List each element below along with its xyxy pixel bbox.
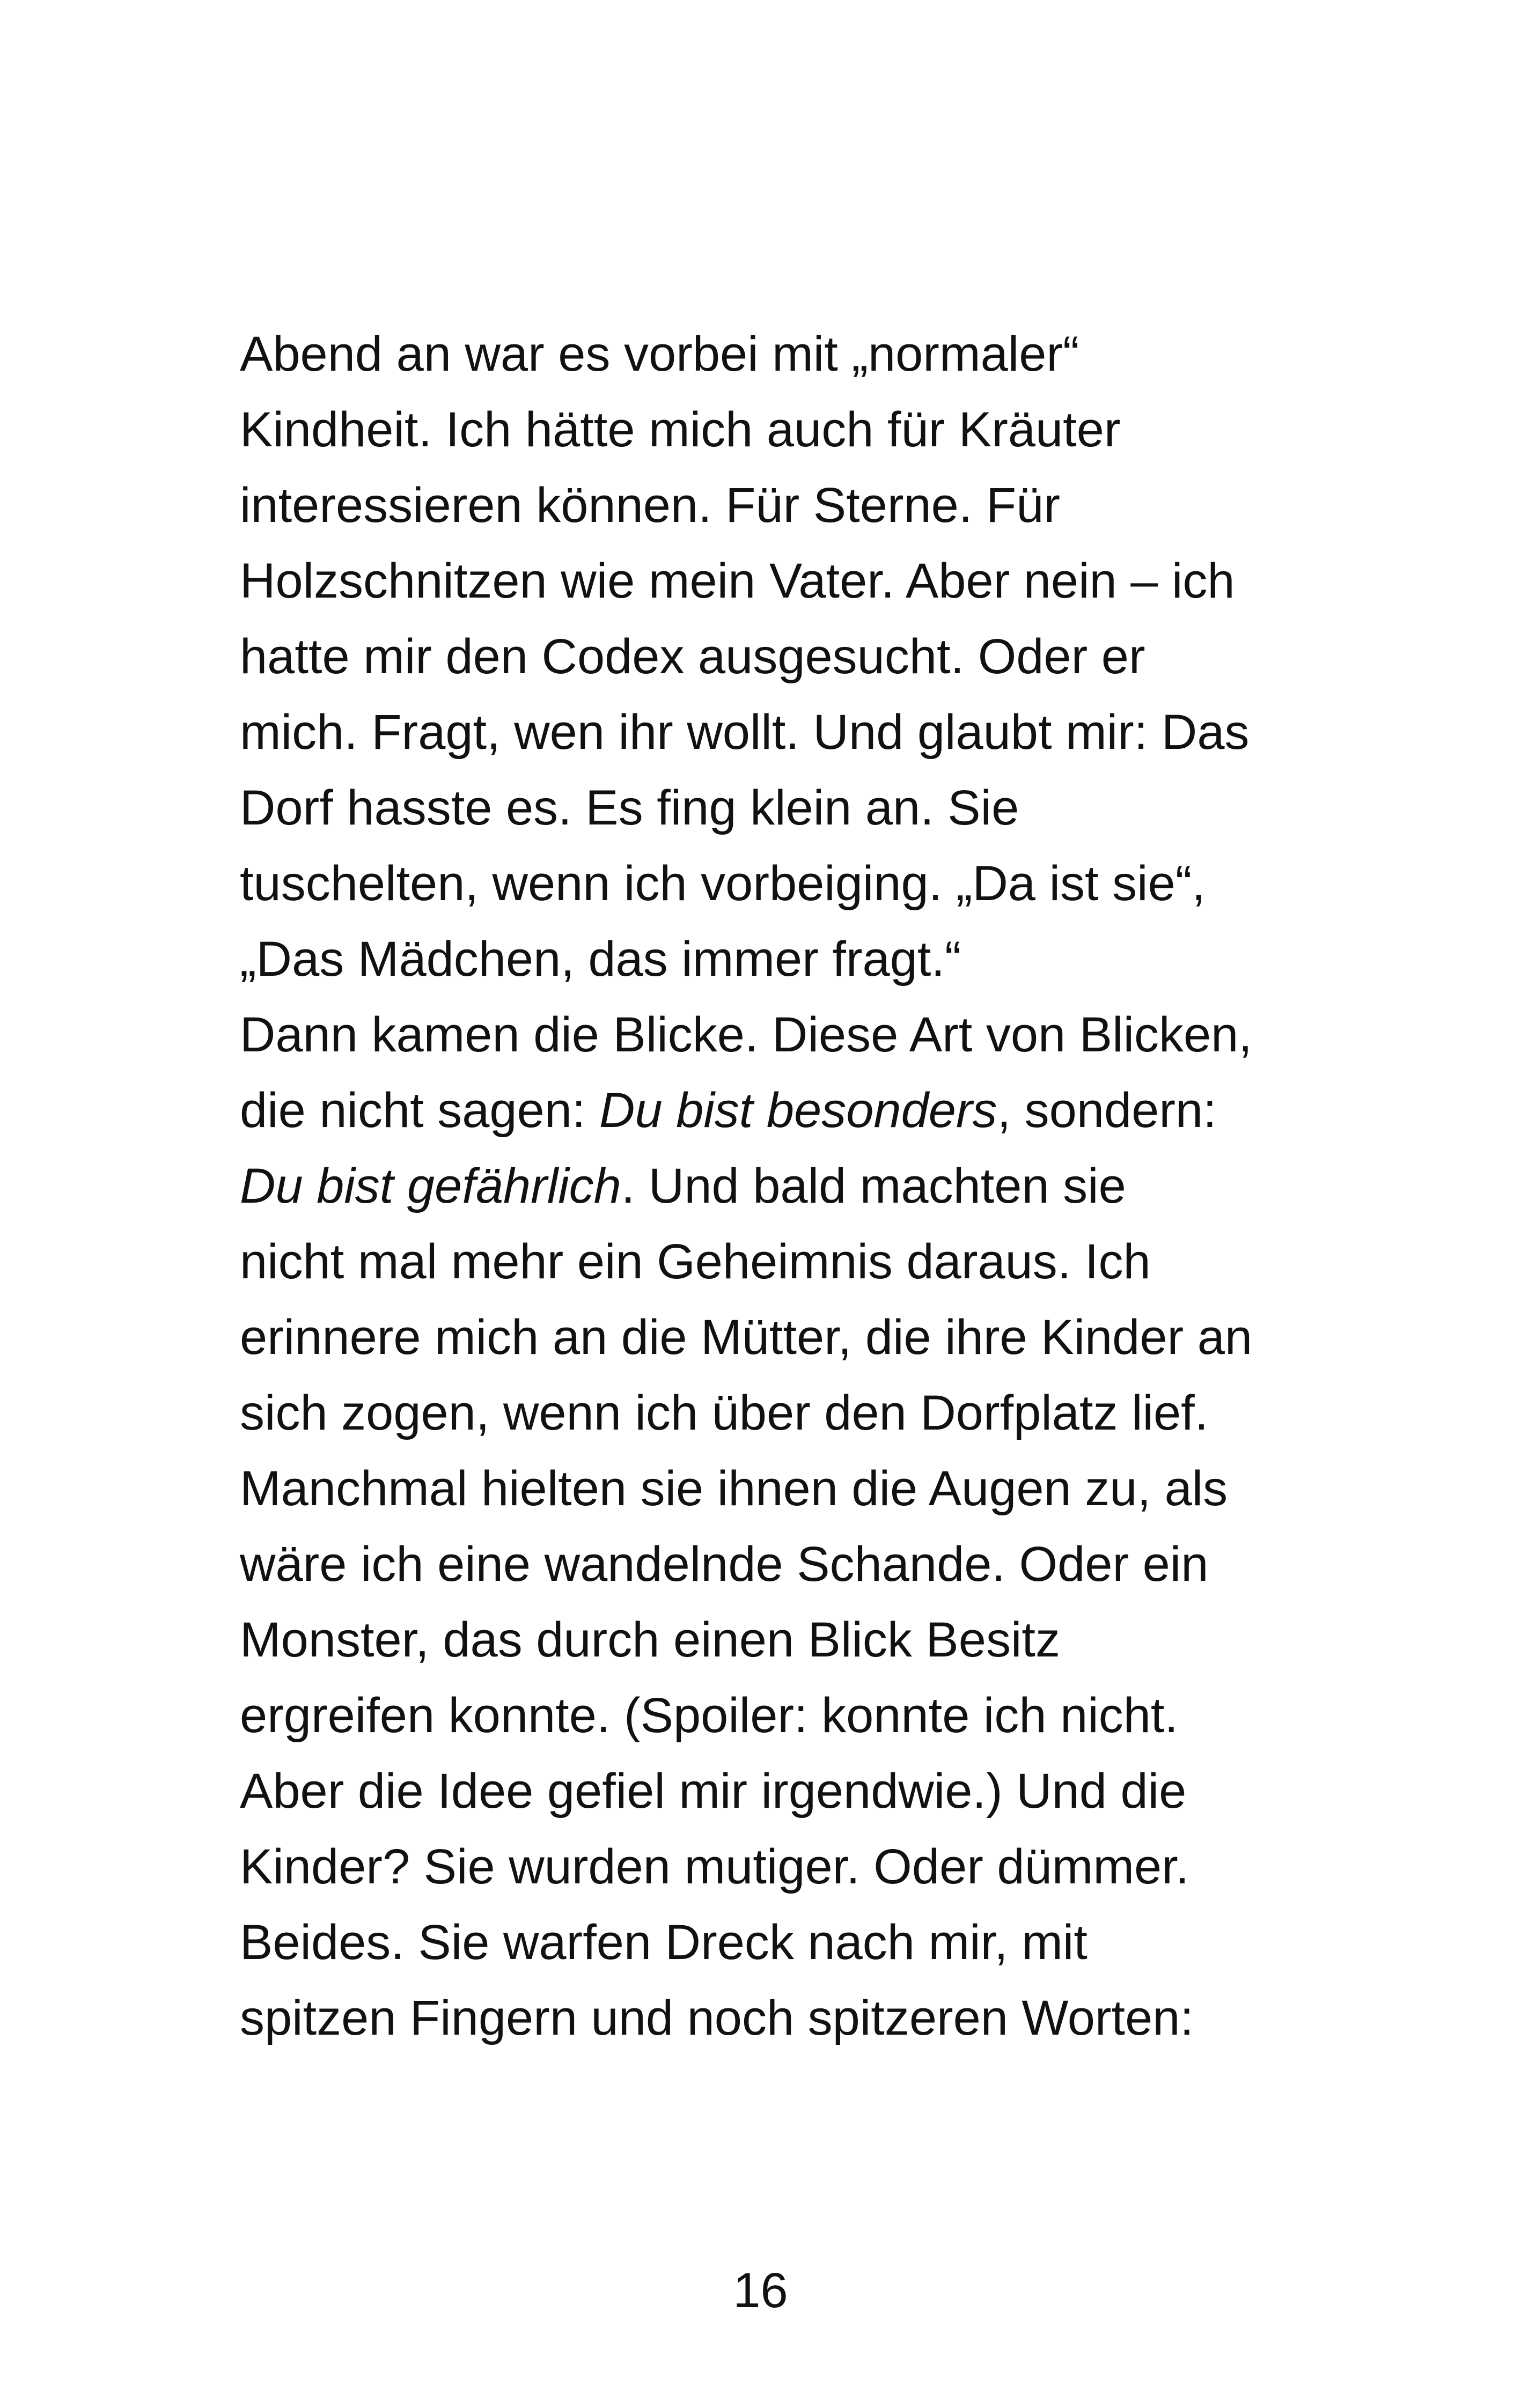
- text-run: Aber die Idee gefiel mir irgendwie.) Und die: [240, 1764, 1187, 1818]
- text-run: die nicht sagen:: [240, 1083, 600, 1138]
- text-line: [240, 1754, 1267, 1829]
- text-run: interessieren können. Für Sterne. Für: [240, 478, 1060, 533]
- text-line: [240, 1829, 1267, 1905]
- italic-text: Du bist gefährlich: [240, 1159, 621, 1213]
- text-line: [240, 846, 1267, 922]
- text-line: [240, 1375, 1267, 1451]
- text-line: [240, 997, 1267, 1073]
- text-line: [240, 695, 1267, 770]
- text-run: wäre ich eine wandelnde Schande. Oder ein: [240, 1537, 1209, 1592]
- text-run: mich. Fragt, wen ihr wollt. Und glaubt mir: Das: [240, 705, 1250, 760]
- text-line: [240, 1073, 1267, 1148]
- text-run: „Das Mädchen, das immer fragt.“: [240, 932, 961, 986]
- text-line: [240, 543, 1267, 619]
- text-line: [240, 1905, 1267, 1980]
- italic-text: Du bist besonders: [599, 1083, 997, 1138]
- text-run: Monster, das durch einen Blick Besitz: [240, 1612, 1060, 1667]
- text-line: [240, 770, 1267, 846]
- text-run: erinnere mich an die Mütter, die ihre Kinder an: [240, 1310, 1253, 1365]
- text-line: [240, 1148, 1267, 1224]
- text-line: [240, 1602, 1267, 1678]
- text-run: spitzen Fingern und noch spitzeren Worten:: [240, 1991, 1194, 2045]
- text-run: nicht mal mehr ein Geheimnis daraus. Ich: [240, 1234, 1151, 1289]
- page-number: 16: [733, 2263, 788, 2318]
- text-line: [240, 1678, 1267, 1754]
- text-run: . Und bald machten sie: [621, 1159, 1126, 1213]
- text-run: Dann kamen die Blicke. Diese Art von Blicken,: [240, 1007, 1252, 1062]
- text-line: [240, 922, 1267, 997]
- text-run: tuschelten, wenn ich vorbeiging. „Da ist sie“,: [240, 856, 1206, 911]
- text-line: [240, 1451, 1267, 1527]
- text-run: , sondern:: [997, 1083, 1217, 1138]
- text-line: [240, 468, 1267, 543]
- text-line: [240, 316, 1267, 392]
- text-run: Kinder? Sie wurden mutiger. Oder dümmer.: [240, 1839, 1189, 1894]
- text-run: Holzschnitzen wie mein Vater. Aber nein – ich: [240, 554, 1235, 608]
- text-line: [240, 1527, 1267, 1602]
- text-run: ergreifen konnte. (Spoiler: konnte ich nicht.: [240, 1688, 1178, 1743]
- text-run: Abend an war es vorbei mit „normaler“: [240, 327, 1079, 381]
- text-line: [240, 1980, 1267, 2056]
- text-line: [240, 1300, 1267, 1375]
- text-run: sich zogen, wenn ich über den Dorfplatz lief.: [240, 1386, 1209, 1440]
- text-run: Manchmal hielten sie ihnen die Augen zu, als: [240, 1461, 1228, 1516]
- text-run: hatte mir den Codex ausgesucht. Oder er: [240, 629, 1145, 684]
- text-line: [240, 619, 1267, 695]
- text-line: [240, 392, 1267, 468]
- text-run: Beides. Sie warfen Dreck nach mir, mit: [240, 1915, 1088, 1970]
- text-run: Dorf hasste es. Es fing klein an. Sie: [240, 780, 1019, 835]
- text-run: Kindheit. Ich hätte mich auch für Kräuter: [240, 402, 1121, 457]
- body-text: [240, 316, 1267, 2056]
- text-line: [240, 1224, 1267, 1300]
